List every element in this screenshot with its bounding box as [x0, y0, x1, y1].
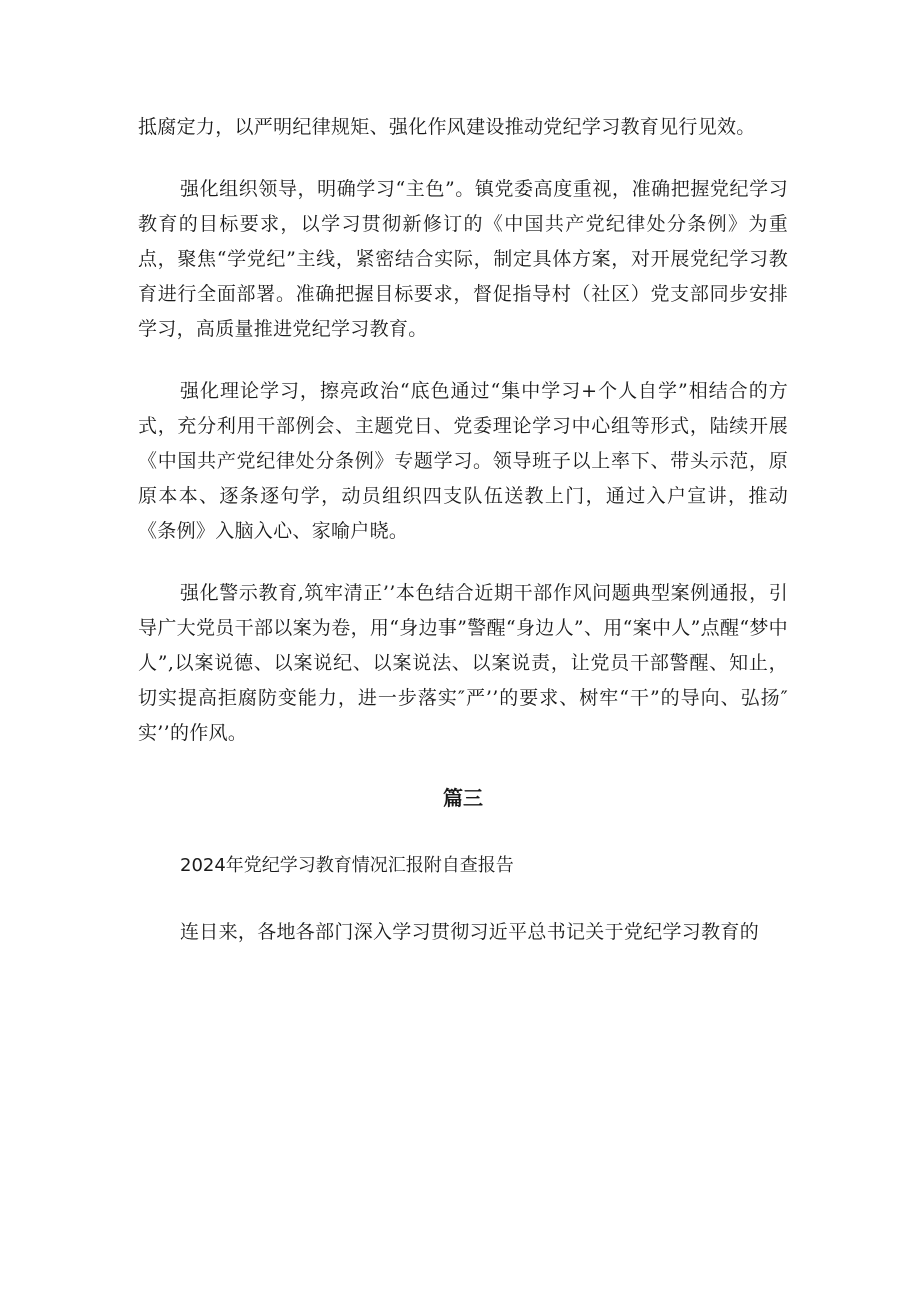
paragraph-opening: 连日来，各地各部门深入学习贯彻习近平总书记关于党纪学习教育的 — [180, 921, 760, 943]
paragraph-organization-leadership: 强化组织领导，明确学习“主色”。镇党委高度重视，准确把握党纪学习教育的目标要求，以学习贯彻新修订的《中国共产党纪律处分条例》为重点，聚焦“学党纪”主线，紧密结合实际，制定具体方案，对开展党纪学习教育进行全面部署。准确把握目标要求，督促指导村（社区）党支部同步安排学习，高质量推进党纪学习教育。 — [138, 178, 788, 340]
document-page — [138, 110, 788, 950]
paragraph-warning-education: 强化警示教育,筑牢清正’’本色结合近期干部作风问题典型案例通报，引导广大党员干部以案为卷，用“身边事”警醒“身边人”、用“案中人”点醒“梦中人”,以案说德、以案说纪、以案说法、以案说责，让党员干部警醒、知止，切实提高拒腐防变能力，进一步落实″严’’的要求、树牢“干”的导向、弘扬″实’’的作风。 — [138, 582, 788, 744]
paragraph-theory-study: 强化理论学习，擦亮政治“底色通过“集中学习+个人自学”相结合的方式，充分利用干部例会、主题党日、党委理论学习中心组等形式，陆续开展《中国共产党纪律处分条例》专题学习。领导班子以上率下、带头示范，原原本本、逐条逐句学，动员组织四支队伍送教上门，通过入户宣讲，推动《条例》入脑入心、家喻户晓。 — [138, 380, 788, 542]
paragraph-continuation: 抵腐定力，以严明纪律规矩、强化作风建设推动党纪学习教育见行见效。 — [138, 116, 756, 138]
section-heading: 篇三 — [443, 786, 483, 810]
report-title: 2024年党纪学习教育情况汇报附自查报告 — [180, 855, 514, 876]
